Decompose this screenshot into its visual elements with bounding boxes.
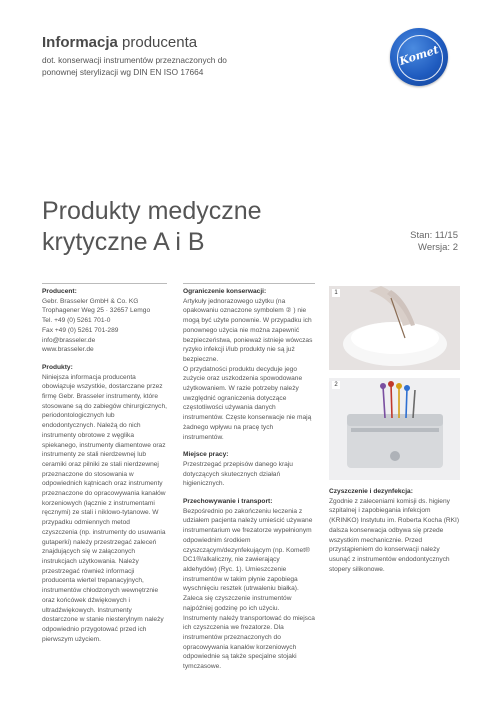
version-info: [410, 230, 458, 254]
producer-line: Tel. +49 (0) 5261 701-0: [42, 317, 111, 325]
header-subtitle: [42, 54, 322, 78]
column-conservation: [183, 283, 315, 672]
producer-line: Trophagener Weg 25 · 32657 Lemgo: [42, 307, 151, 315]
producer-line: Gebr. Brasseler GmbH & Co. KG: [42, 297, 139, 305]
storage-text: Bezpośrednio po zakończeniu leczenia z udziałem pacjenta należy umieścić używane instrumentarium we frezatorze wypełnionym odpowiednim środkiem czyszczącym/dezynfekującym (np. Komet® DC1®/alkaliczny, nie zawierający aldehydów) (Ryc. 1). Umieszczenie instrumentów w takim płynie zapobiega wyschnięciu resztek (utrwaleniu białka). Zaleca się czyszczenie instrumentów najpóźniej godzinę po ich użyciu. Instrumenty należy transportować do miejsca ich czyszczenia we frezatorze. Dla instrumentów przeznaczonych do opracowywania kanałów korzeniowych odpowiednie są także specjalne stojaki tymczasowe.: [183, 507, 315, 671]
products-text: Niniejsza informacja producenta obowiązuje wszystkie, dostarczane przez firmę Gebr. Brasseler instrumenty, które stosowane są do zabiegów chirurgicznych, periodontologicznych lub endodontycznych. Należą do nich instrumenty obrotowe z węglika spiekanego, instrumenty diamentowe oraz instrumenty ze stali nierdzewnej lub ceramiki oraz pilniki ze stali nierdzewnej przeznaczone do stosowania w odpowiednich kątnicach oraz instrumenty przeznaczone do opracowywania kanałów korzeniowych (łącznie z instrumentami ręcznymi) ze stali i niklowo-tytanowe. W przypadku odmiennych metod czyszczenia (np. instrumenty do usuwania gutaperki) należy przestrzegać zaleceń znajdujących się w załączonych instrukcjach użytkowania. Należy przestrzegać również informacji producenta wiertel trepanacyjnych, instrumentów chłodzonych wewnętrznie oraz końcówek dźwiękowych i ultradźwiękowych. Instrumenty dostarczone w stanie niesterylnym należy odpowiednio przygotować przed ich pierwszym użyciem.: [42, 373, 167, 643]
header-title: [42, 34, 197, 51]
figure-2-photo: [329, 378, 460, 480]
stan-label: Stan: 11/15: [410, 230, 458, 241]
header-title-bold: Informacja: [42, 34, 118, 51]
storage-heading: Przechowywanie i transport:: [183, 498, 273, 506]
column-divider: [42, 283, 167, 284]
limits-text-2: O przydatności produktu decyduje jego zużycie oraz uszkodzenia spowodowane użytkowaniem. W razie potrzeby należy uwzględnić ograniczenia dotyczące częstotliwości używania danych instrumentów. Częste konserwacje nie mają żadnego wpływu na pracę tych instrumentów.: [183, 365, 312, 441]
workplace-heading: Miejsce pracy:: [183, 451, 229, 459]
cleaning-text: Zgodnie z zaleceniami komisji ds. higieny szpitalnej i zapobiegania infekcjom (KRINKO) Instytutu im. Roberta Kocha (RKI) dalsza konserwacja odbywa się przede wszystkim mechanicznie. Przed przystąpieniem do konserwacji należy usunąć z instrumentów endodontycznych stopery silikonowe.: [329, 497, 460, 573]
column-producer: [42, 283, 167, 644]
column-cleaning: [329, 487, 460, 574]
workplace-text: Przestrzegać przepisów danego kraju dotyczących skutecznych działań higienicznych.: [183, 460, 293, 488]
figure-2-number: 2: [332, 381, 340, 389]
page-title: [42, 196, 342, 258]
figure-1-number: 1: [332, 289, 340, 297]
column-divider: [183, 283, 315, 284]
products-heading: Produkty:: [42, 363, 73, 371]
cleaning-heading: Czyszczenie i dezynfekcja:: [329, 488, 413, 495]
header-title-rest: producenta: [117, 34, 198, 51]
subtitle-line-1: dot. konserwacji instrumentów przeznaczonych do: [42, 55, 227, 65]
producer-email[interactable]: info@brasseler.de: [42, 336, 96, 344]
producer-address: [42, 297, 167, 355]
limits-heading: Ograniczenie konserwacji:: [183, 288, 267, 295]
figure-1-illustration: [329, 286, 460, 370]
producer-website[interactable]: www.brasseler.de: [42, 346, 94, 354]
limits-text: Artykuły jednorazowego użytku (na opakowaniu oznaczone symbolem ② ) nie mogą być użyte ponownie. W przypadku ich ponownego użycia nie można zapewnić bezpieczeństwa, ponieważ istnieje wówczas ryzyko infekcji i/lub produkty nie są już bezpieczne.: [183, 297, 313, 363]
producer-line: Fax +49 (0) 5261 701-289: [42, 326, 119, 334]
title-line-1: Produkty medyczne: [42, 197, 262, 225]
figure-1-photo: [329, 286, 460, 370]
komet-logo: [390, 28, 448, 86]
wersja-label: Wersja: 2: [418, 242, 458, 253]
logo-text: Komet: [397, 43, 441, 68]
producer-heading: Producent:: [42, 288, 77, 295]
title-line-2: krytyczne A i B: [42, 228, 205, 256]
subtitle-line-2: ponownej sterylizacji wg DIN EN ISO 17664: [42, 67, 204, 77]
figure-2-illustration: [329, 378, 460, 480]
